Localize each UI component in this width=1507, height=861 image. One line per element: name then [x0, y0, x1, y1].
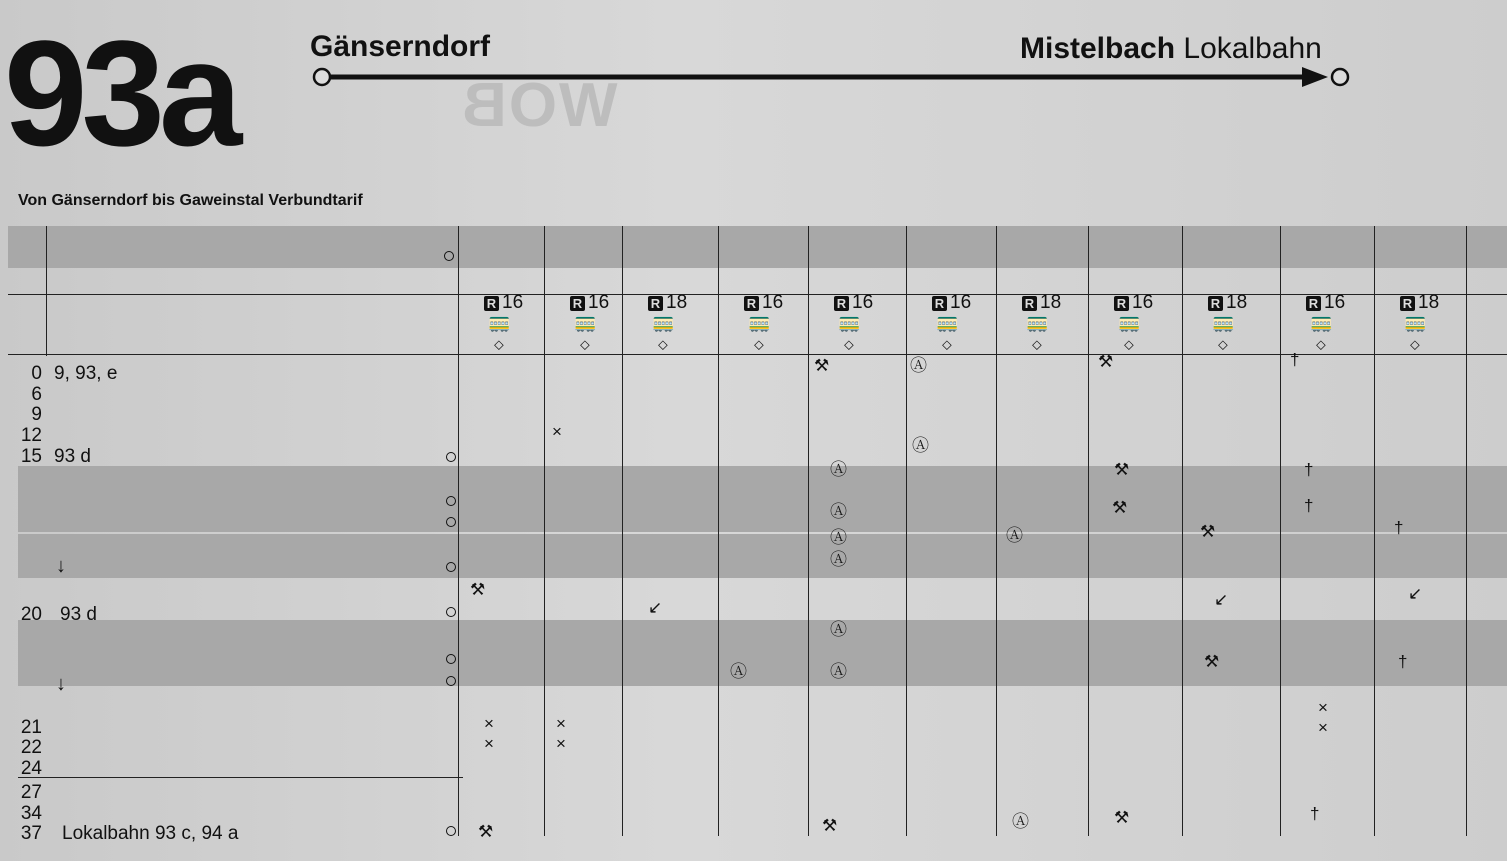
service-symbol-icon: ⚒	[1098, 352, 1114, 371]
class-badge	[834, 292, 873, 314]
class-badge	[1400, 292, 1439, 314]
class-badge	[1114, 292, 1153, 314]
service-symbol-icon: ⚒	[814, 356, 830, 375]
service-symbol-icon: ×	[1318, 718, 1328, 737]
diamond-icon: ⬦	[1410, 336, 1420, 352]
railcar-icon: 🚃	[1026, 312, 1049, 332]
r-icon: R	[834, 296, 849, 311]
class-badge	[1306, 292, 1345, 314]
diamond-icon: ⬦	[580, 336, 590, 352]
service-symbol-icon: †	[1304, 496, 1314, 515]
service-symbol-icon: Ⓐ	[912, 436, 929, 455]
service-symbol-icon: Ⓐ	[910, 356, 927, 375]
circle-marker-icon	[446, 452, 456, 462]
service-symbol-icon: ↙	[1408, 584, 1423, 603]
service-symbol-icon: ⚒	[470, 580, 486, 599]
station-suffix: 93 d	[54, 445, 91, 467]
station-name	[62, 824, 238, 844]
r-icon: R	[1022, 296, 1037, 311]
class-badge	[648, 292, 687, 314]
bleed-through-text: WOB	[460, 71, 618, 140]
class-number: 16	[762, 292, 784, 313]
diamond-icon: ⬦	[1316, 336, 1326, 352]
km-value: 6	[31, 383, 42, 405]
diamond-icon: ⬦	[494, 336, 504, 352]
shaded-band	[18, 534, 1507, 578]
railcar-icon: 🚃	[1212, 312, 1235, 332]
tariff-note: Von Gänserndorf bis Gaweinstal Verbundtarif	[18, 192, 363, 209]
r-icon: R	[570, 296, 585, 311]
class-number: 18	[1418, 292, 1440, 313]
km-value: 9	[31, 404, 42, 426]
class-number: 16	[950, 292, 972, 313]
diamond-icon: ⬦	[942, 336, 952, 352]
column-rule	[622, 226, 623, 836]
column-rule	[906, 226, 907, 836]
service-symbol-icon: †	[1310, 804, 1320, 823]
route-number: 93a	[4, 9, 237, 177]
km-value: 21	[20, 716, 42, 738]
station-suffix: 9, 93, e	[54, 363, 118, 384]
class-number: 18	[1040, 292, 1062, 313]
route-arrow	[312, 64, 1357, 90]
column-rule	[1466, 226, 1467, 836]
class-number: 16	[502, 292, 524, 313]
railcar-icon: 🚃	[652, 312, 675, 332]
column-rule	[1182, 226, 1183, 836]
class-badge	[1208, 292, 1247, 314]
class-badge	[484, 292, 523, 314]
circle-marker-icon	[446, 826, 456, 836]
class-number: 16	[588, 292, 610, 313]
railcar-icon: 🚃	[1404, 312, 1427, 332]
class-number: 18	[1226, 292, 1248, 313]
km-value: 20	[20, 603, 42, 625]
railcar-icon: 🚃	[1118, 312, 1141, 332]
row-rule	[18, 777, 463, 778]
service-symbol-icon: ↙	[648, 598, 663, 617]
service-symbol-icon: †	[1304, 460, 1314, 479]
shaded-band	[18, 466, 1507, 532]
km-value: 37	[20, 823, 42, 845]
station-name	[54, 364, 117, 384]
circle-marker-icon	[444, 251, 454, 261]
down-arrow-icon: ↓	[56, 673, 66, 695]
railcar-icon: 🚃	[936, 312, 959, 332]
km-value: 34	[20, 802, 42, 824]
column-rule	[46, 226, 47, 356]
destination-title: Mistelbach Lokalbahn	[1020, 32, 1322, 65]
service-symbol-icon: ⚒	[1114, 460, 1130, 479]
class-number: 16	[1132, 292, 1154, 313]
column-rule	[458, 226, 459, 836]
km-value: 0	[31, 363, 42, 384]
shaded-band	[8, 226, 1507, 268]
km-value: 22	[20, 737, 42, 759]
circle-marker-icon	[446, 562, 456, 572]
service-symbol-icon: Ⓐ	[830, 662, 847, 681]
km-value: 12	[20, 425, 42, 447]
diamond-icon: ⬦	[1218, 336, 1228, 352]
diamond-icon: ⬦	[754, 336, 764, 352]
class-badge	[1022, 292, 1061, 314]
service-symbol-icon: ×	[556, 714, 566, 733]
class-number: 18	[666, 292, 688, 313]
diamond-icon: ⬦	[658, 336, 668, 352]
origin-title: Gänserndorf	[310, 30, 491, 63]
railcar-icon: 🚃	[574, 312, 597, 332]
service-symbol-icon: Ⓐ	[830, 502, 847, 521]
station-suffix: Lokalbahn 93 c, 94 a	[62, 823, 239, 845]
r-icon: R	[1400, 296, 1415, 311]
diamond-icon: ⬦	[844, 336, 854, 352]
service-symbol-icon: ×	[1318, 698, 1328, 717]
r-icon: R	[1114, 296, 1129, 311]
diamond-icon: ⬦	[1032, 336, 1042, 352]
circle-marker-icon	[446, 607, 456, 617]
service-symbol-icon: Ⓐ	[830, 460, 847, 479]
r-icon: R	[932, 296, 947, 311]
service-symbol-icon: †	[1394, 518, 1404, 537]
column-rule	[996, 226, 997, 836]
circle-marker-icon	[446, 676, 456, 686]
circle-marker-icon	[446, 517, 456, 527]
diamond-icon: ⬦	[1124, 336, 1134, 352]
railcar-icon: 🚃	[488, 312, 511, 332]
service-symbol-icon: ×	[484, 714, 494, 733]
class-number: 16	[1324, 292, 1346, 313]
railcar-icon: 🚃	[748, 312, 771, 332]
down-arrow-icon: ↓	[56, 555, 66, 577]
column-rule	[1374, 226, 1375, 836]
service-symbol-icon: Ⓐ	[1006, 526, 1023, 545]
km-value: 15	[20, 445, 42, 467]
class-badge	[932, 292, 971, 314]
r-icon: R	[484, 296, 499, 311]
service-symbol-icon: ×	[484, 734, 494, 753]
shaded-band	[18, 620, 1507, 686]
class-number: 16	[852, 292, 874, 313]
station-suffix: 93 d	[60, 603, 97, 625]
service-symbol-icon: †	[1398, 652, 1408, 671]
km-value: 27	[20, 782, 42, 803]
service-symbol-icon: Ⓐ	[830, 550, 847, 569]
railcar-icon: 🚃	[838, 312, 861, 332]
service-symbol-icon: ↙	[1214, 590, 1229, 609]
service-symbol-icon: Ⓐ	[730, 662, 747, 681]
km-value: 24	[20, 758, 42, 780]
station-name	[60, 605, 97, 625]
column-rule	[544, 226, 545, 836]
service-symbol-icon: ⚒	[1200, 522, 1216, 541]
service-symbol-icon: ⚒	[478, 822, 494, 841]
class-badge	[744, 292, 783, 314]
r-icon: R	[1306, 296, 1321, 311]
column-rule	[1280, 226, 1281, 836]
railcar-icon: 🚃	[1310, 312, 1333, 332]
service-symbol-icon: Ⓐ	[1012, 812, 1029, 831]
service-symbol-icon: ⚒	[1204, 652, 1220, 671]
column-rule	[808, 226, 809, 836]
column-rule	[718, 226, 719, 836]
service-symbol-icon: ⚒	[822, 816, 838, 835]
station-name	[54, 447, 91, 467]
class-badge	[570, 292, 609, 314]
service-symbol-icon: Ⓐ	[830, 528, 847, 547]
service-symbol-icon: Ⓐ	[830, 620, 847, 639]
service-symbol-icon: ⚒	[1112, 498, 1128, 517]
r-icon: R	[744, 296, 759, 311]
circle-marker-icon	[446, 496, 456, 506]
row-rule	[8, 354, 1507, 355]
service-symbol-icon: ×	[556, 734, 566, 753]
r-icon: R	[648, 296, 663, 311]
circle-marker-icon	[446, 654, 456, 664]
service-symbol-icon: †	[1290, 350, 1300, 369]
column-rule	[1088, 226, 1089, 836]
r-icon: R	[1208, 296, 1223, 311]
service-symbol-icon: ⚒	[1114, 808, 1130, 827]
service-symbol-icon: ×	[552, 422, 562, 441]
